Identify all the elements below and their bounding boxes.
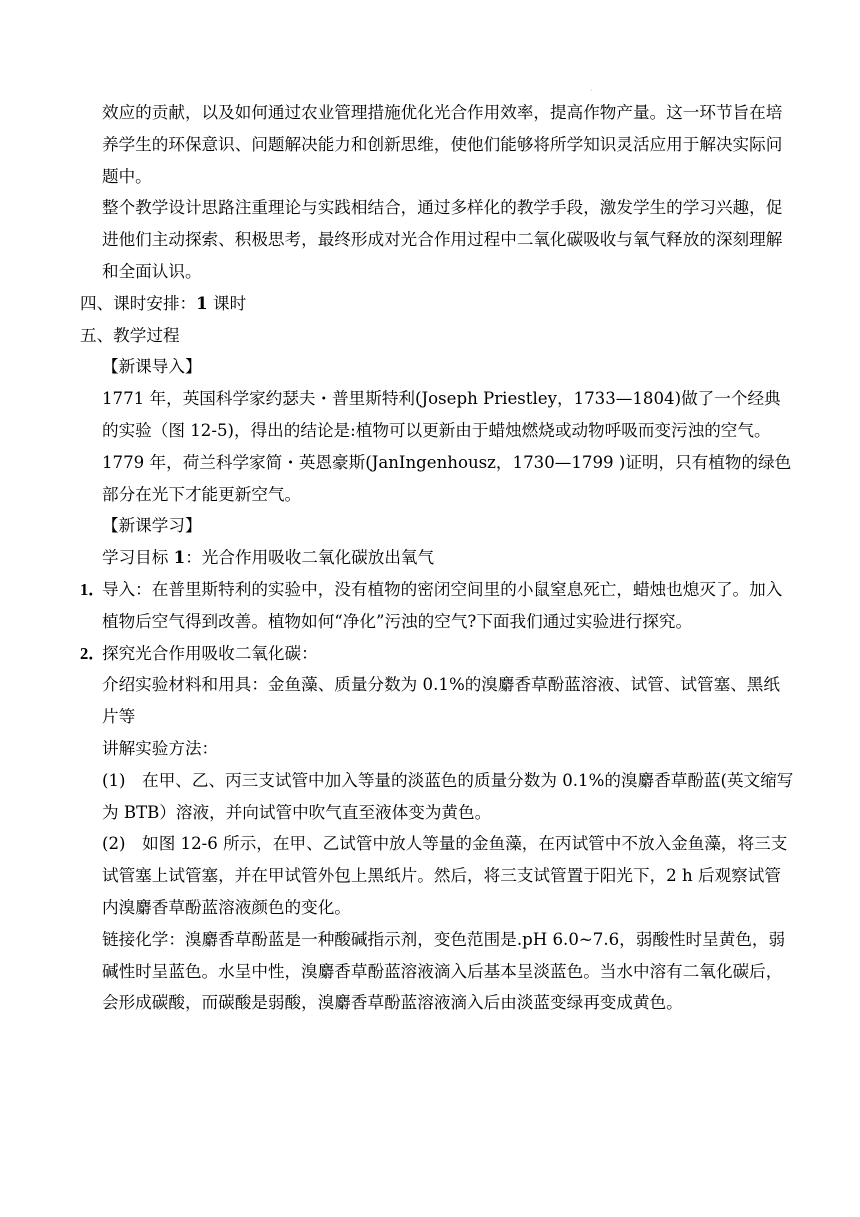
section-4-count: 1: [196, 292, 208, 313]
stray-mark: ·: [590, 86, 593, 95]
list-item-1-text: 导入：在普里斯特利的实验中，没有植物的密闭空间里的小鼠窒息死亡，蜡烛也熄灭了。加入植物后空气得到改善。植物如何“净化”污浊的空气?下面我们通过实验进行探究。: [102, 579, 783, 631]
section-4-label: 四、课时安排：: [80, 293, 197, 313]
chemistry-link-paragraph: 链接化学：溴麝香草酚蓝是一种酸碱指示剂，变色范围是.pH 6.0~7.6，弱酸性时呈黄色，弱碱性时呈蓝色。水呈中性，溴麝香草酚蓝溶液滴入后基本呈淡蓝色。当水中溶有二氧化碳后，会形成碳酸，而碳酸是弱酸，溴麝香草酚蓝溶液滴入后由淡蓝变绿再变成黄色。: [102, 929, 786, 1013]
learning-goal: [80, 542, 794, 574]
method-label: 讲解实验方法：: [102, 738, 219, 758]
method-step-2: (2) 如图 12-6 所示，在甲、乙试管中放人等量的金鱼藻，在丙试管中不放入金鱼藻，将三支试管塞上试管塞，并在甲试管外包上黑纸片。然后，将三支试管置于阳光下，2 h 后观察试管内溴麝香草酚蓝溶液颜色的变化。: [102, 834, 788, 917]
paragraph-teaching-design-text: 整个教学设计思路注重理论与实践相结合，通过多样化的教学手段，激发学生的学习兴趣，促进他们主动探索、积极思考，最终形成对光合作用过程中二氧化碳吸收与氧气释放的深刻理解和全面认识。: [102, 198, 783, 281]
list-item-1-number: 1．: [80, 579, 105, 599]
paragraph-environment-effect: 效应的贡献，以及如何通过农业管理措施优化光合作用效率，提高作物产量。这一环节旨在培养学生的环保意识、问题解决能力和创新思维，使他们能够将所学知识灵活应用于解决实际问题中。: [102, 103, 783, 186]
list-item-2-text: 探究光合作用吸收二氧化碳：: [102, 643, 318, 663]
section-5-heading: 五、教学过程: [80, 325, 180, 345]
list-item-1: [80, 574, 794, 638]
section-4-heading: [80, 288, 794, 320]
learning-goal-text: ：光合作用吸收二氧化碳放出氧气: [185, 548, 435, 568]
list-item-2: [80, 638, 794, 670]
paragraph-teaching-design: [80, 192, 794, 287]
materials-paragraph: 介绍实验材料和用具：金鱼藻、质量分数为 0.1%的溴麝香草酚蓝溶液、试管、试管塞、黑纸片等: [102, 675, 780, 727]
document-body: [80, 97, 794, 1019]
intro-paragraph: 1771 年，英国科学家约瑟夫・普里斯特利(Joseph Priestley，1733—1804)做了一个经典的实验（图 12-5)，得出的结论是:植物可以更新由于蜡烛燃烧或动物呼吸而变污浊的空气。1779 年，荷兰科学家简・英恩豪斯(JanIngenhousz，1730—1799 )证明，只有植物的绿色部分在光下才能更新空气。: [102, 389, 792, 504]
intro-label: 【新课导入】: [102, 357, 202, 377]
learning-goal-prefix: 学习目标: [102, 548, 174, 568]
learning-label: 【新课学习】: [102, 516, 202, 536]
list-item-2-number: 2．: [80, 643, 105, 663]
section-4-unit: 课时: [207, 293, 247, 313]
learning-goal-number: 1: [173, 547, 186, 568]
method-step-1: (1) 在甲、乙、丙三支试管中加入等量的淡蓝色的质量分数为 0.1%的溴麝香草酚蓝(英文缩写为 BTB）溶液，并向试管中吹气直至液体变为黄色。: [102, 770, 794, 822]
